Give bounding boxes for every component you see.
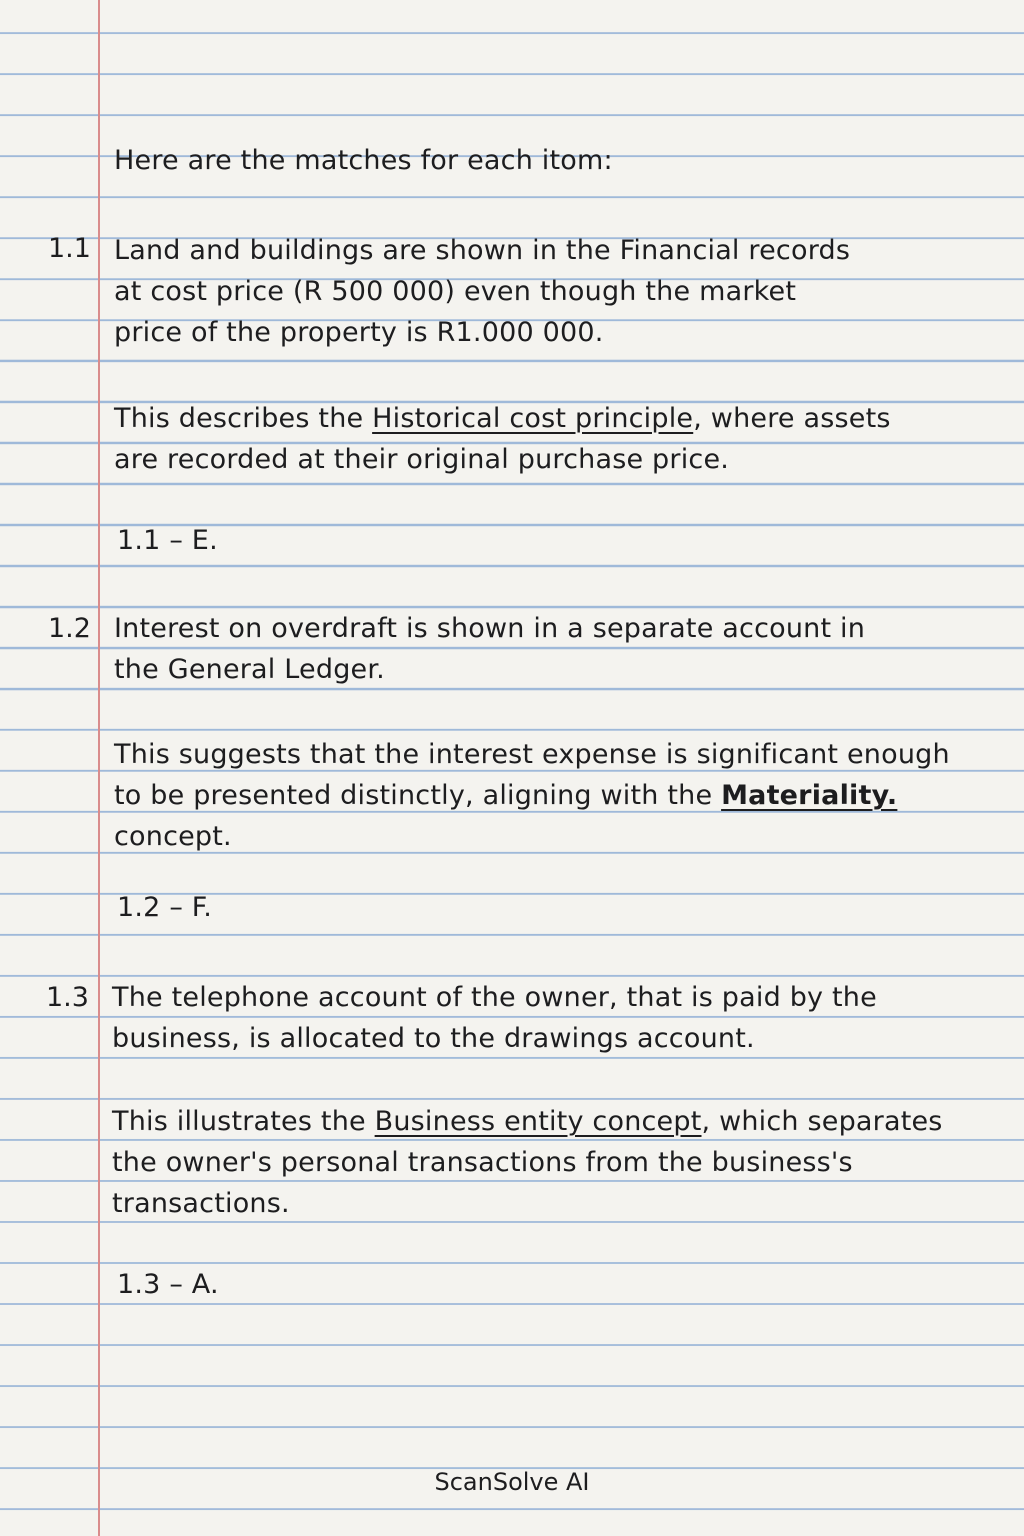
statement-line: at cost price (R 500 000) even though the market: [114, 276, 797, 307]
explanation-line: This describes the Historical cost principle, where assets: [114, 403, 891, 434]
footer-watermark: ScanSolve AI: [434, 1468, 590, 1496]
concept-business-entity: Business entity concept: [374, 1106, 702, 1137]
explanation-line: concept.: [114, 821, 232, 852]
statement-line: the General Ledger.: [114, 654, 385, 685]
statement-line: Interest on overdraft is shown in a separate account in: [114, 613, 866, 644]
answer-1-1: 1.1 – E.: [117, 525, 218, 556]
statement-line: Land and buildings are shown in the Financial records: [114, 235, 851, 266]
header-text: Here are the matches for each itom:: [114, 145, 613, 176]
answer-1-3: 1.3 – A.: [117, 1269, 219, 1300]
statement-line: business, is allocated to the drawings account.: [112, 1023, 755, 1054]
explanation-line: This illustrates the Business entity concept, which separates: [112, 1106, 943, 1137]
item-1-2-explanation: [114, 734, 950, 857]
item-1-2-statement: [114, 608, 865, 690]
margin-line: [98, 0, 100, 1536]
item-number-1-2: 1.2: [48, 613, 91, 644]
explanation-line: are recorded at their original purchase price.: [114, 444, 730, 475]
item-number-1-1: 1.1: [48, 233, 91, 264]
item-number-1-3: 1.3: [46, 982, 89, 1013]
item-1-3-explanation: [112, 1101, 943, 1224]
statement-line: The telephone account of the owner, that is paid by the: [112, 982, 877, 1013]
explanation-line: the owner's personal transactions from the business's: [112, 1147, 853, 1178]
explanation-line: to be presented distinctly, aligning with the Materiality.: [114, 780, 898, 811]
item-1-3-statement: [112, 977, 877, 1059]
concept-historical-cost: Historical cost principle: [372, 403, 694, 434]
answer-1-2: 1.2 – F.: [117, 892, 212, 923]
explanation-line: transactions.: [112, 1188, 290, 1219]
concept-materiality: Materiality.: [721, 780, 898, 811]
explanation-line: This suggests that the interest expense is significant enough: [114, 739, 950, 770]
statement-line: price of the property is R1.000 000.: [114, 317, 604, 348]
item-1-1-explanation: [114, 398, 891, 480]
item-1-1-statement: [114, 230, 850, 353]
